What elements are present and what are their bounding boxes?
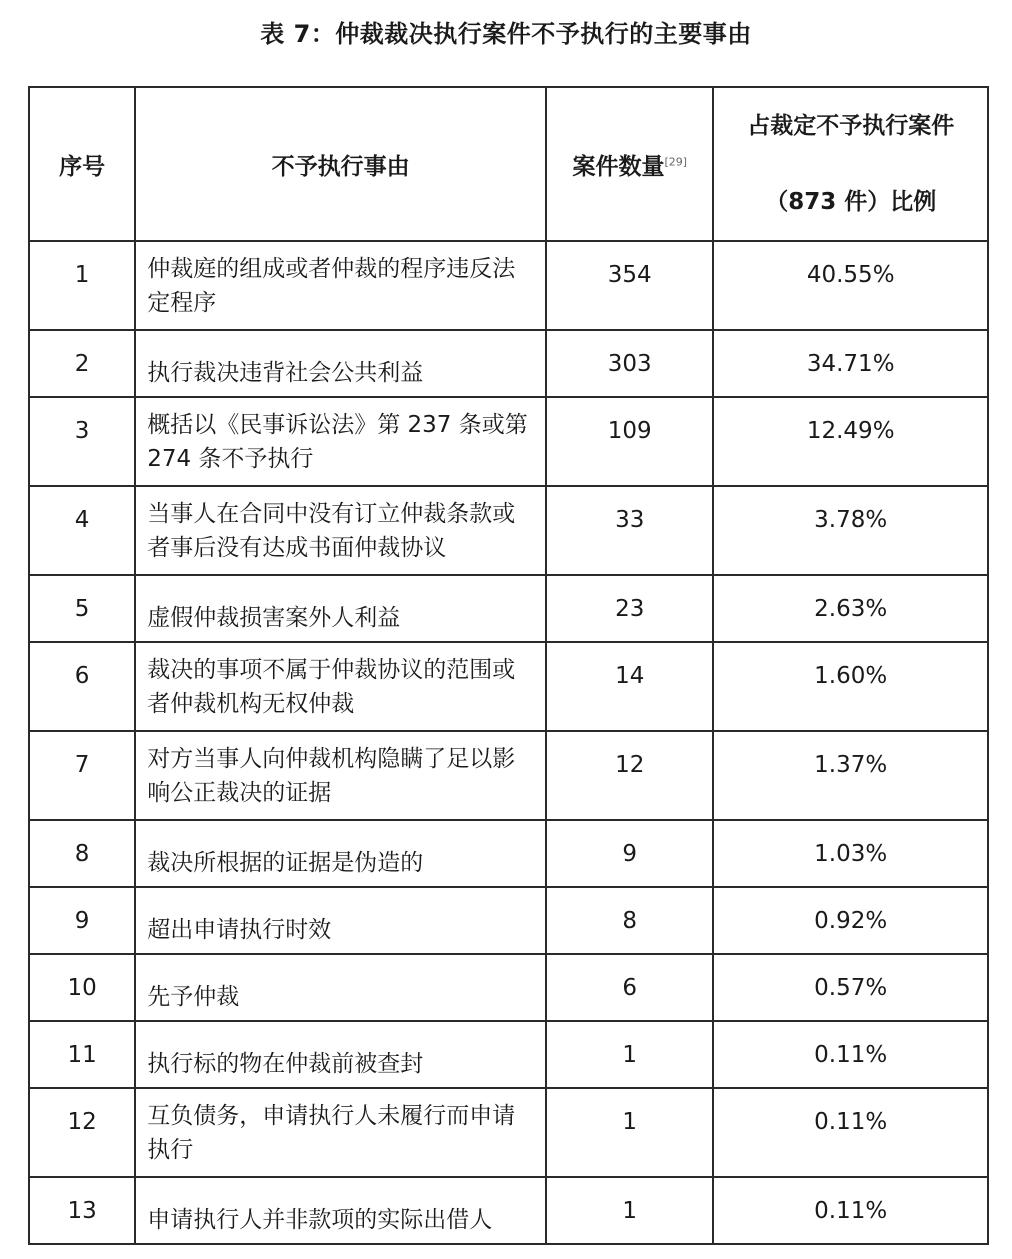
row-percent: 3.78% xyxy=(814,507,888,533)
row-reason: 执行标的物在仲裁前被查封 xyxy=(147,1050,424,1077)
row-index: 13 xyxy=(67,1198,97,1224)
row-percent-cell xyxy=(713,1088,988,1177)
row-percent: 1.37% xyxy=(814,752,888,778)
row-reason-cell xyxy=(135,731,546,820)
header-percent xyxy=(713,87,988,241)
row-count-cell xyxy=(546,1177,713,1244)
row-index: 6 xyxy=(74,663,90,689)
row-reason-cell xyxy=(135,820,546,887)
row-reason-cell xyxy=(135,486,546,575)
table-row xyxy=(29,241,988,330)
table-row xyxy=(29,1177,988,1244)
row-count-cell xyxy=(546,820,713,887)
table-row xyxy=(29,486,988,575)
row-count-cell xyxy=(546,486,713,575)
row-percent-cell xyxy=(713,1177,988,1244)
header-percent-line2: （873 件）比例 xyxy=(765,189,937,215)
row-index-cell xyxy=(29,575,135,642)
header-percent-line1: 占裁定不予执行案件 xyxy=(747,113,955,139)
row-index-cell xyxy=(29,1177,135,1244)
row-index-cell xyxy=(29,731,135,820)
row-percent: 34.71% xyxy=(806,351,895,377)
row-count: 9 xyxy=(622,841,638,867)
table-body xyxy=(29,241,988,1244)
row-percent-cell xyxy=(713,731,988,820)
row-percent-cell xyxy=(713,397,988,486)
row-index: 10 xyxy=(67,975,97,1001)
row-count: 303 xyxy=(607,351,652,377)
row-percent: 0.11% xyxy=(814,1198,888,1224)
row-index: 1 xyxy=(74,262,90,288)
row-count-cell xyxy=(546,330,713,397)
row-count: 8 xyxy=(622,908,638,934)
table-title: 表 7：仲裁裁决执行案件不予执行的主要事由 xyxy=(260,20,752,48)
row-count-cell xyxy=(546,642,713,731)
row-index-cell xyxy=(29,486,135,575)
row-percent: 2.63% xyxy=(814,596,888,622)
row-index-cell xyxy=(29,1088,135,1177)
row-percent: 0.57% xyxy=(814,975,888,1001)
header-reason: 不予执行事由 xyxy=(135,87,546,241)
row-reason: 裁决所根据的证据是伪造的 xyxy=(147,849,424,876)
row-reason: 当事人在合同中没有订立仲裁条款或者事后没有达成书面仲裁协议 xyxy=(147,500,516,561)
row-percent-cell xyxy=(713,642,988,731)
row-reason: 裁决的事项不属于仲裁协议的范围或者仲裁机构无权仲裁 xyxy=(147,656,516,717)
header-count: 案件数量[29] xyxy=(546,87,713,241)
row-index-cell xyxy=(29,642,135,731)
table-row xyxy=(29,1088,988,1177)
table-row xyxy=(29,820,988,887)
row-reason: 虚假仲裁损害案外人利益 xyxy=(147,604,401,631)
row-index-cell xyxy=(29,820,135,887)
row-index: 12 xyxy=(67,1109,97,1135)
row-reason: 申请执行人并非款项的实际出借人 xyxy=(147,1206,493,1233)
row-count: 1 xyxy=(622,1109,638,1135)
row-index: 7 xyxy=(74,752,90,778)
row-reason: 超出申请执行时效 xyxy=(147,916,332,943)
row-index: 4 xyxy=(74,507,90,533)
row-index-cell xyxy=(29,1021,135,1088)
row-reason: 仲裁庭的组成或者仲裁的程序违反法定程序 xyxy=(147,255,516,316)
row-index-cell xyxy=(29,241,135,330)
row-reason: 概括以《民事诉讼法》第 237 条或第 274 条不予执行 xyxy=(147,411,528,472)
row-index: 9 xyxy=(74,908,90,934)
row-count: 1 xyxy=(622,1042,638,1068)
row-reason-cell xyxy=(135,1177,546,1244)
table-row xyxy=(29,575,988,642)
row-index-cell xyxy=(29,954,135,1021)
row-count: 109 xyxy=(607,418,652,444)
row-index-cell xyxy=(29,397,135,486)
row-percent: 0.11% xyxy=(814,1042,888,1068)
row-count-cell xyxy=(546,731,713,820)
row-count: 1 xyxy=(622,1198,638,1224)
row-count-cell xyxy=(546,1021,713,1088)
table-row xyxy=(29,1021,988,1088)
row-percent: 12.49% xyxy=(806,418,895,444)
row-reason-cell xyxy=(135,575,546,642)
row-reason: 执行裁决违背社会公共利益 xyxy=(147,359,424,386)
row-percent: 0.92% xyxy=(814,908,888,934)
row-percent: 1.03% xyxy=(814,841,888,867)
row-index: 3 xyxy=(74,418,90,444)
row-count-cell xyxy=(546,575,713,642)
table-row xyxy=(29,731,988,820)
row-reason: 先予仲裁 xyxy=(147,983,240,1010)
row-index: 2 xyxy=(74,351,90,377)
row-count: 33 xyxy=(615,507,645,533)
row-percent-cell xyxy=(713,954,988,1021)
row-reason-cell xyxy=(135,1021,546,1088)
row-reason-cell xyxy=(135,241,546,330)
table-header-row xyxy=(29,87,988,241)
table-row xyxy=(29,330,988,397)
row-percent-cell xyxy=(713,887,988,954)
row-percent: 0.11% xyxy=(814,1109,888,1135)
table-row xyxy=(29,642,988,731)
row-percent-cell xyxy=(713,330,988,397)
row-percent-cell xyxy=(713,241,988,330)
row-index: 5 xyxy=(74,596,90,622)
row-count-cell xyxy=(546,1088,713,1177)
row-reason-cell xyxy=(135,642,546,731)
row-reason-cell xyxy=(135,954,546,1021)
header-index: 序号 xyxy=(29,87,135,241)
row-index: 11 xyxy=(67,1042,97,1068)
row-count-cell xyxy=(546,954,713,1021)
footnote-ref[interactable]: [29] xyxy=(664,154,688,168)
row-reason-cell xyxy=(135,397,546,486)
row-reason-cell xyxy=(135,330,546,397)
row-count: 14 xyxy=(615,663,645,689)
row-percent: 1.60% xyxy=(814,663,888,689)
row-reason: 互负债务，申请执行人未履行而申请执行 xyxy=(147,1102,516,1163)
row-percent-cell xyxy=(713,575,988,642)
row-index: 8 xyxy=(74,841,90,867)
row-count: 23 xyxy=(615,596,645,622)
row-reason-cell xyxy=(135,1088,546,1177)
row-count: 12 xyxy=(615,752,645,778)
row-percent-cell xyxy=(713,1021,988,1088)
row-count: 354 xyxy=(607,262,652,288)
table-row xyxy=(29,397,988,486)
reasons-table xyxy=(28,86,989,1245)
table-row xyxy=(29,954,988,1021)
row-count: 6 xyxy=(622,975,638,1001)
row-count-cell xyxy=(546,887,713,954)
row-reason-cell xyxy=(135,887,546,954)
row-percent: 40.55% xyxy=(806,262,895,288)
row-index-cell xyxy=(29,887,135,954)
row-percent-cell xyxy=(713,486,988,575)
row-index-cell xyxy=(29,330,135,397)
row-reason: 对方当事人向仲裁机构隐瞒了足以影响公正裁决的证据 xyxy=(147,745,516,806)
row-count-cell xyxy=(546,397,713,486)
row-percent-cell xyxy=(713,820,988,887)
table-row xyxy=(29,887,988,954)
row-count-cell xyxy=(546,241,713,330)
